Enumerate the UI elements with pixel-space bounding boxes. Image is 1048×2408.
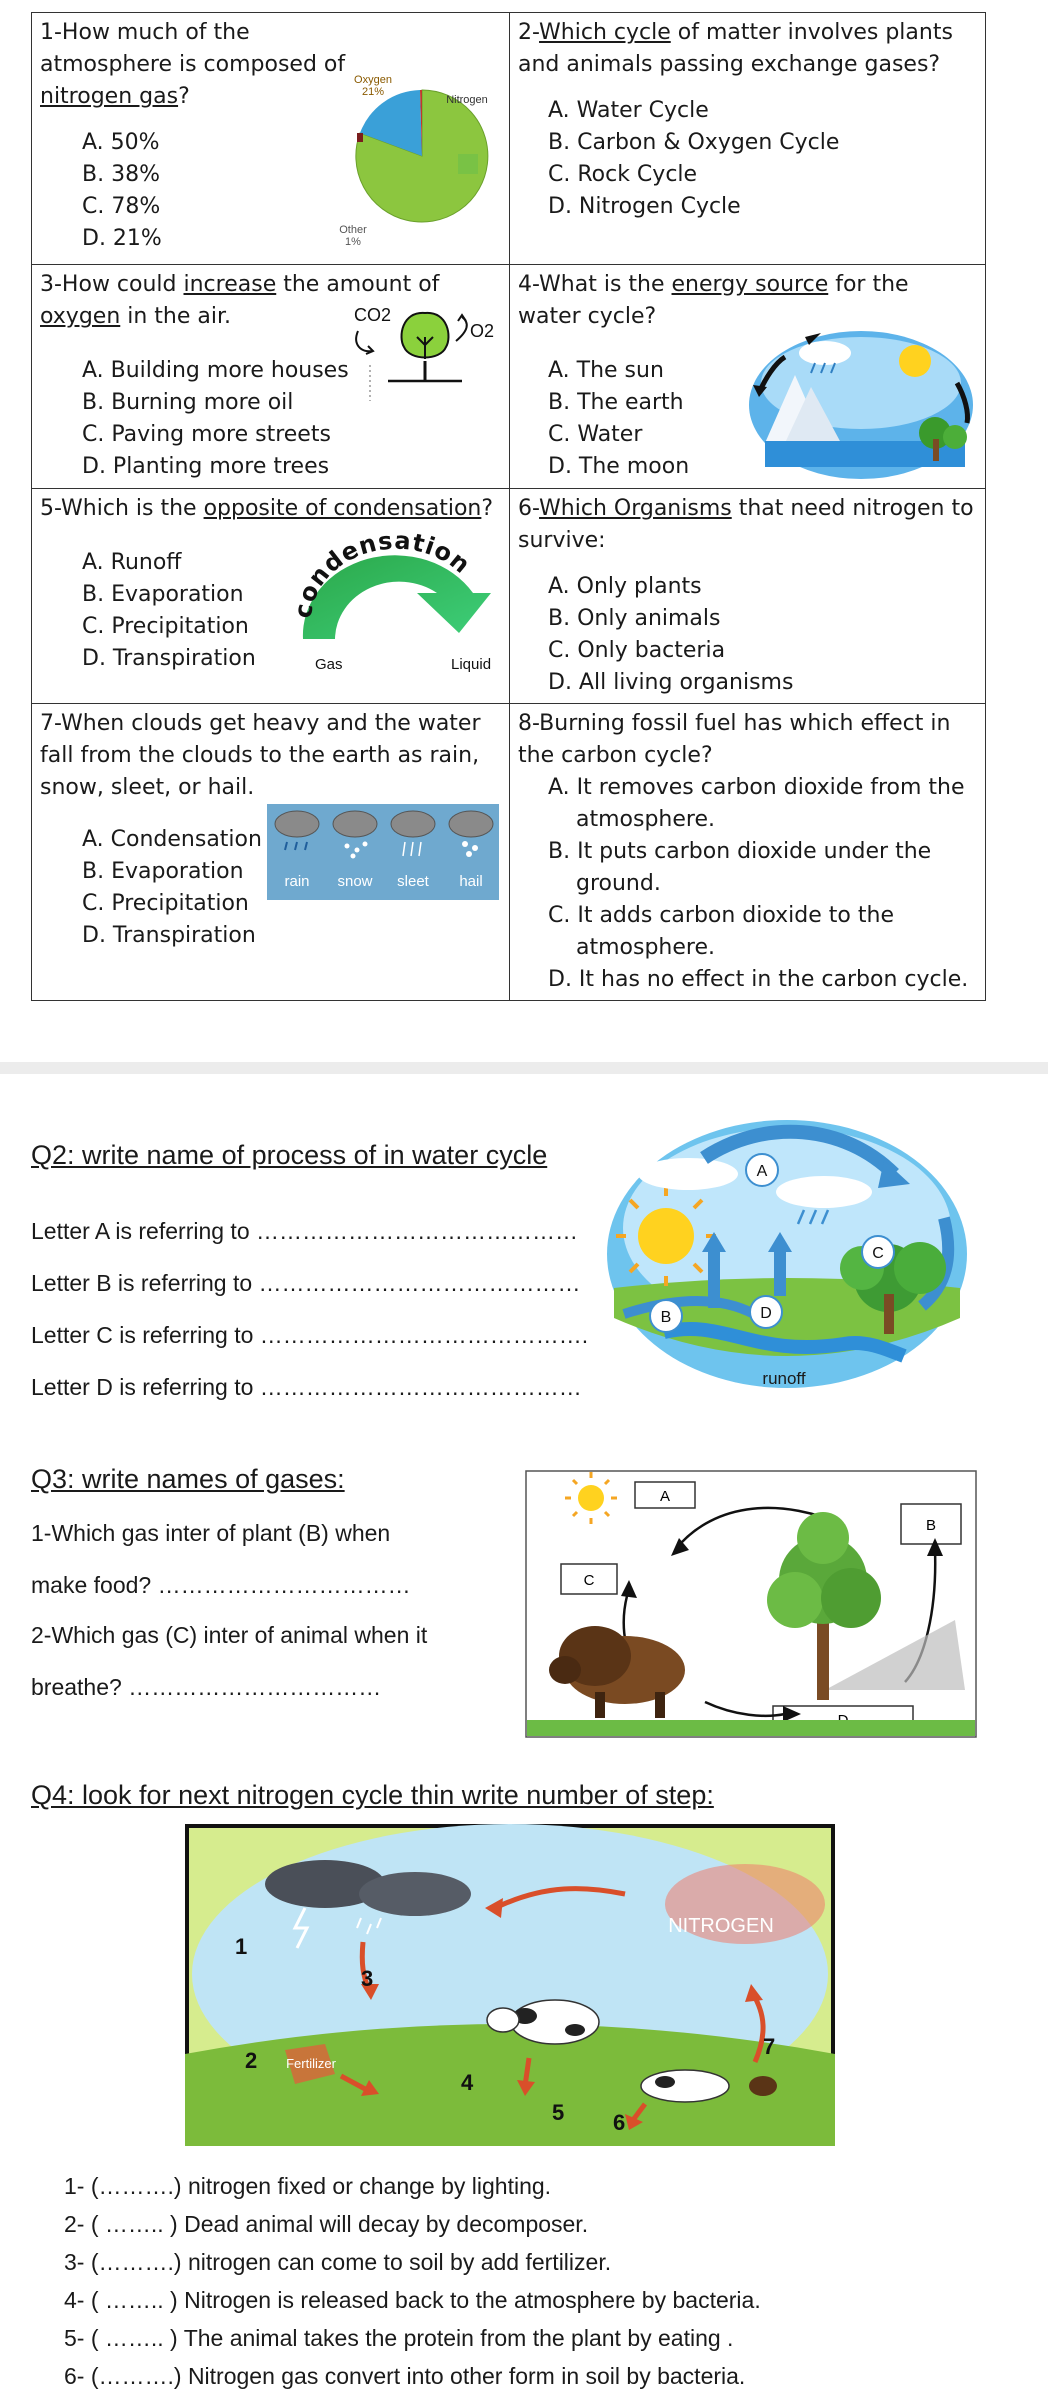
question-2: 2-Which cycle of matter involves plants and animals passing exchange gases? A. Water Cycle B. Carbon & Oxygen Cycle C. Rock Cycle D. Nitrogen Cycle [510, 13, 986, 265]
question-4: 4-What is the energy source for the water cycle? A. The sun B. The earth C. Water D. The moon [510, 265, 986, 489]
water-cycle-label-b: B [660, 1309, 672, 1326]
q1-option-d[interactable]: D. 21% [82, 226, 162, 251]
water-cycle-diagram [604, 1118, 970, 1390]
q8-option-d[interactable]: D. It has no effect in the carbon cycle. [548, 967, 969, 992]
q7-option-b[interactable]: B. Evaporation [82, 859, 244, 884]
question-5: 5-Which is the opposite of condensation? A. Runoff B. Evaporation C. Precipitation D. Transpiration condensation Gas Liquid [32, 489, 510, 704]
gas-label: Gas [315, 656, 343, 673]
nitrogen-step-5: 5 [552, 2100, 565, 2125]
q4-step-6[interactable]: 6- (……….) Nitrogen gas convert into other form in soil by bacteria. [64, 2363, 746, 2389]
q3-line-1: 1-Which gas inter of plant (B) when [31, 1520, 391, 1546]
weather-label-hail: hail [459, 873, 483, 890]
q7-text: 7-When clouds get heavy and the water fall from the clouds to the earth as rain, snow, sleet, or hail. [40, 711, 481, 800]
nitrogen-step-4: 4 [461, 2070, 474, 2095]
nitrogen-step-6: 6 [613, 2110, 626, 2135]
liquid-label: Liquid [451, 656, 492, 673]
nitrogen-step-3: 3 [361, 1966, 374, 1991]
nitrogen-step-7: 7 [763, 2034, 776, 2059]
gas-label-a: A [659, 1488, 671, 1505]
water-cycle-label-a: A [756, 1163, 768, 1180]
q3-line-3: 2-Which gas (C) inter of animal when it [31, 1622, 428, 1648]
atmosphere-pie-chart [317, 61, 507, 251]
question-8 [510, 704, 986, 1001]
gas-label-c: C [583, 1572, 595, 1589]
weather-label-rain: rain [284, 873, 310, 890]
nitrogen-step-1: 1 [235, 1934, 248, 1959]
q4-step-5[interactable]: 5- ( …….. ) The animal takes the protein from the plant by eating . [64, 2325, 734, 2351]
q4-option-b[interactable]: B. The earth [548, 390, 684, 415]
q2-text: of matter involves plants and animals passing exchange gases? [518, 20, 953, 77]
q3-line-2[interactable]: make food? …………………………… [31, 1572, 411, 1598]
question-7 [32, 704, 510, 1001]
q2-option-b[interactable]: B. Carbon & Oxygen Cycle [548, 130, 840, 155]
water-cycle-label-c: C [872, 1245, 884, 1262]
water-cycle-small-illustration [745, 323, 977, 481]
runoff-label: runoff [762, 1369, 806, 1388]
q1-text: 1-How much of the atmosphere is composed of [40, 20, 346, 77]
q6-option-c[interactable]: C. Only bacteria [548, 638, 726, 663]
q7-option-d[interactable]: D. Transpiration [82, 923, 256, 948]
q7-option-c[interactable]: C. Precipitation [82, 891, 249, 916]
q5-option-a[interactable]: A. Runoff [82, 550, 182, 575]
q4-step-3[interactable]: 3- (……….) nitrogen can come to soil by add fertilizer. [64, 2249, 612, 2275]
condensation-arc-label: condensation [288, 529, 476, 620]
q2-section-title: Q2: write name of process of in water cycle [31, 1140, 548, 1170]
q8-option-c[interactable]: C. It adds carbon dioxide to the atmosphere. [548, 903, 894, 960]
q8-options [518, 772, 977, 996]
q6-option-b[interactable]: B. Only animals [548, 606, 721, 631]
q2-option-d[interactable]: D. Nitrogen Cycle [548, 194, 741, 219]
q3-section-title: Q3: write names of gases: [31, 1464, 345, 1494]
q2-line-d[interactable]: Letter D is referring to …………………………………… [31, 1374, 582, 1400]
q4-step-4[interactable]: 4- ( …….. ) Nitrogen is released back to the atmosphere by bacteria. [64, 2287, 761, 2313]
q5-option-c[interactable]: C. Precipitation [82, 614, 249, 639]
question-1 [32, 13, 510, 265]
nitrogen-step-2: 2 [245, 2048, 258, 2073]
q2-line-c[interactable]: Letter C is referring to ……………………………………. [31, 1322, 589, 1348]
q2-line-a[interactable]: Letter A is referring to …………………………………… [31, 1218, 579, 1244]
o2-label: O2 [470, 321, 495, 341]
pie-label-other: Other [339, 224, 367, 236]
water-cycle-label-d: D [760, 1305, 772, 1322]
q4-option-d[interactable]: D. The moon [548, 454, 690, 479]
q3-option-a[interactable]: A. Building more houses [82, 358, 349, 383]
q4-option-a[interactable]: A. The sun [548, 358, 664, 383]
precipitation-types-image [267, 804, 499, 900]
quiz-sheet [0, 0, 1048, 1062]
gas-exchange-diagram [525, 1470, 977, 1738]
quiz-grid [31, 12, 986, 1001]
question-3: 3-How could increase the amount of oxygen in the air. A. Building more houses B. Burning more oil C. Paving more streets D. Planting more trees CO2 O2 [32, 265, 510, 489]
q4-section-title: Q4: look for next nitrogen cycle thin write number of step: [31, 1780, 714, 1810]
q4-step-1[interactable]: 1- (……….) nitrogen fixed or change by lighting. [64, 2173, 552, 2199]
co2-label: CO2 [354, 305, 392, 325]
q2-options [518, 95, 977, 223]
pie-label-oxygen: Oxygen [354, 74, 392, 86]
q3-option-c[interactable]: C. Paving more streets [82, 422, 331, 447]
q5-option-d[interactable]: D. Transpiration [82, 646, 256, 671]
q6-options [518, 571, 977, 699]
condensation-arrow-diagram [287, 529, 509, 699]
weather-label-snow: snow [337, 873, 373, 890]
q6-option-d[interactable]: D. All living organisms [548, 670, 794, 695]
q1-option-b[interactable]: B. 38% [82, 162, 160, 187]
gas-label-b: B [925, 1517, 937, 1534]
pie-label-oxygen-pct: 21% [361, 86, 385, 98]
pie-label-other-pct: 1% [345, 236, 361, 248]
q4-option-c[interactable]: C. Water [548, 422, 643, 447]
q2-line-b[interactable]: Letter B is referring to …………………………………… [31, 1270, 581, 1296]
q4-step-2[interactable]: 2- ( …….. ) Dead animal will decay by decomposer. [64, 2211, 589, 2237]
weather-label-sleet: sleet [397, 873, 429, 890]
q2-option-a[interactable]: A. Water Cycle [548, 98, 709, 123]
nitrogen-label: NITROGEN [668, 1915, 774, 1937]
q6-option-a[interactable]: A. Only plants [548, 574, 702, 599]
q1-suffix: ? [178, 84, 190, 109]
q1-option-c[interactable]: C. 78% [82, 194, 161, 219]
tree-gas-exchange-icon [332, 301, 507, 411]
q3-option-d[interactable]: D. Planting more trees [82, 454, 330, 479]
q8-option-b[interactable]: B. It puts carbon dioxide under the ground. [548, 839, 932, 896]
fertilizer-label: Fertilizer [286, 2056, 336, 2071]
q7-option-a[interactable]: A. Condensation [82, 827, 262, 852]
q8-option-a[interactable]: A. It removes carbon dioxide from the atmosphere. [548, 775, 965, 832]
q3-line-4[interactable]: breathe? …………………………… [31, 1674, 382, 1700]
q1-option-a[interactable]: A. 50% [82, 130, 160, 155]
q5-option-b[interactable]: B. Evaporation [82, 582, 244, 607]
q2-option-c[interactable]: C. Rock Cycle [548, 162, 698, 187]
q1-underline: nitrogen gas [40, 84, 179, 109]
q8-text: 8-Burning fossil fuel has which effect in the carbon cycle? [518, 711, 951, 768]
pie-label-nitrogen: Nitrogen [446, 94, 488, 106]
q3-option-b[interactable]: B. Burning more oil [82, 390, 294, 415]
page-separator [0, 1062, 1048, 1074]
q2-underline: Which cycle [539, 20, 671, 45]
question-6: 6-Which Organisms that need nitrogen to survive: A. Only plants B. Only animals C. Only bacteria D. All living organisms [510, 489, 986, 704]
nitrogen-cycle-diagram [185, 1824, 835, 2146]
